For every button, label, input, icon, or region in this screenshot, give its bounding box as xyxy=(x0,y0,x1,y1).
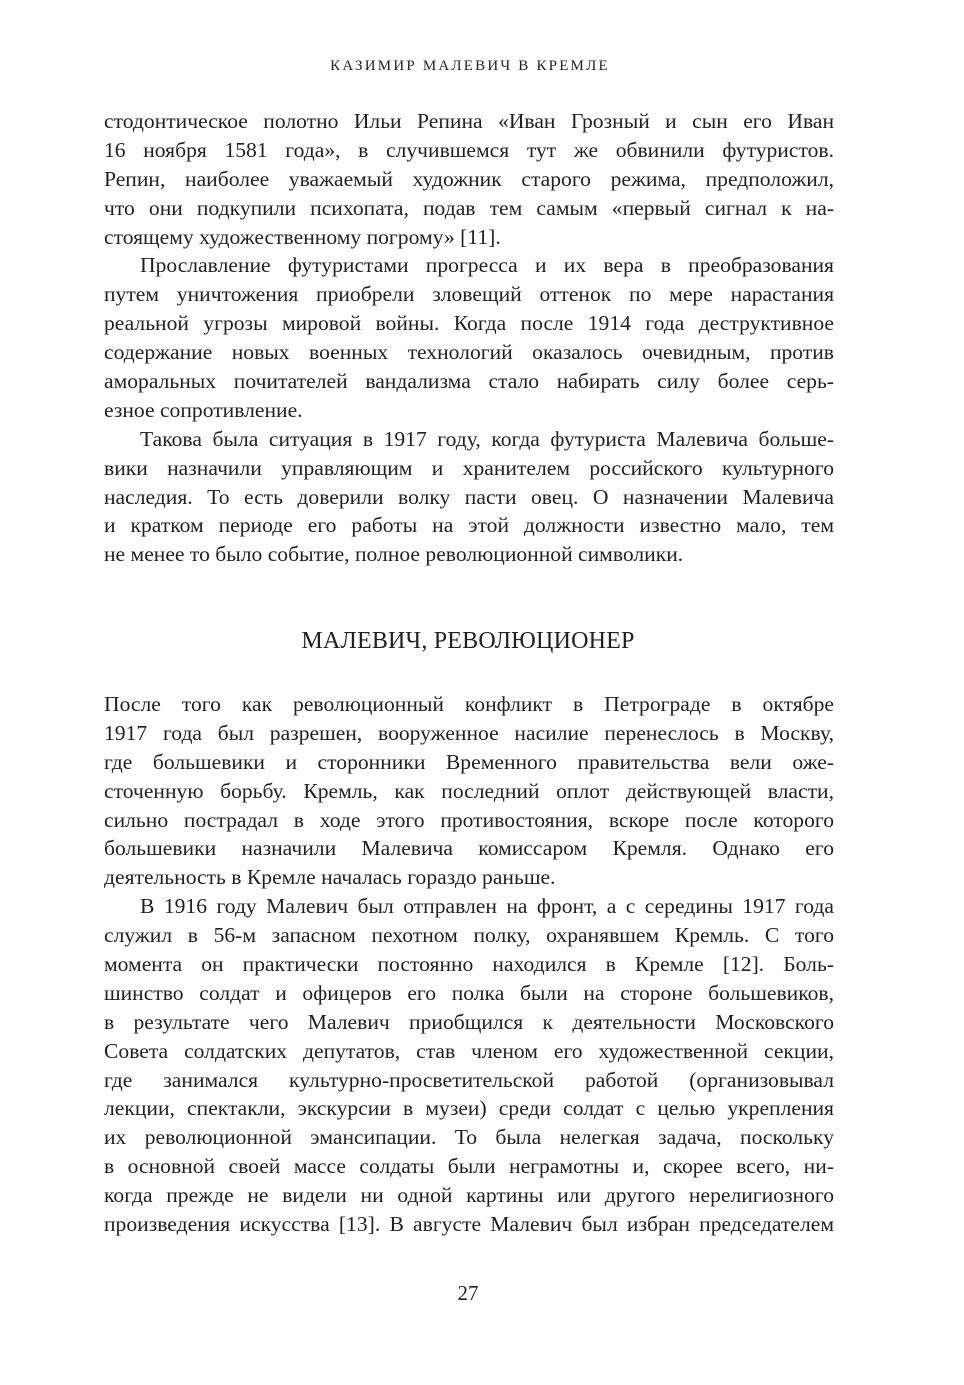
text-line: в результате чего Малевич приобщился к деятельности Московского xyxy=(104,1009,834,1034)
text-line: 16 ноября 1581 года», в случившемся тут же обвинили футуристов. xyxy=(104,137,834,162)
text-line: Репин, наиболее уважаемый художник старого режима, предположил, xyxy=(104,166,834,191)
text-line: где занимался культурно-просветительской работой (организовывал xyxy=(104,1067,834,1092)
paragraph xyxy=(104,107,834,251)
text-line: служил в 56-м запасном пехотном полку, охранявшем Кремль. С того xyxy=(104,923,834,948)
text-line: произведения искусства [13]. В августе Малевич был избран председателем xyxy=(104,1212,834,1237)
page-number: 27 xyxy=(457,1281,479,1305)
text-line: содержание новых военных технологий оказалось очевидным, против xyxy=(104,340,834,365)
text-line: сильно пострадал в ходе этого противостояния, вскоре после которого xyxy=(104,807,834,832)
text-line: шинство солдат и офицеров его полка были на стороне большевиков, xyxy=(104,980,834,1005)
text-line: стоящему художественному погрому» [11]. xyxy=(104,224,501,249)
text-line: реальной угрозы мировой войны. Когда после 1914 года деструктивное xyxy=(104,311,834,336)
text-line: аморальных почитателей вандализма стало набирать силу более серь- xyxy=(104,369,834,394)
text-line: и кратком периоде его работы на этой должности известно мало, тем xyxy=(104,513,834,538)
text-line: деятельность в Кремле началась гораздо раньше. xyxy=(104,865,556,890)
body-text-section-1 xyxy=(104,107,834,569)
paragraph xyxy=(104,690,834,892)
text-line: сточенную борьбу. Кремль, как последний оплот действующей власти, xyxy=(104,778,834,803)
text-line: что они подкупили психопата, подав тем самым «первый сигнал к на- xyxy=(104,195,834,220)
text-line: наследия. То есть доверили волку пасти овец. О назначении Малевича xyxy=(104,484,834,509)
paragraph xyxy=(104,425,834,569)
text-line: Такова была ситуация в 1917 году, когда футуриста Малевича больше- xyxy=(140,426,834,451)
text-line: Совета солдатских депутатов, став членом его художественной секции, xyxy=(104,1038,834,1063)
text-line: В 1916 году Малевич был отправлен на фронт, а с середины 1917 года xyxy=(140,894,834,919)
text-line: где большевики и сторонники Временного правительства вели оже- xyxy=(104,749,834,774)
text-line: езное сопротивление. xyxy=(104,397,303,422)
text-line: После того как революционный конфликт в Петрограде в октябре xyxy=(104,692,834,716)
text-line: большевики назначили Малевича комиссаром Кремля. Однако его xyxy=(104,836,834,861)
text-line: вики назначили управляющим и хранителем российского культурного xyxy=(104,455,834,480)
text-line: не менее то было событие, полное революционной символики. xyxy=(104,542,684,567)
text-line: лекции, спектакли, экскурсии в музеи) среди солдат с целью укрепления xyxy=(104,1096,834,1121)
body-text-section-2 xyxy=(104,690,834,1239)
section-heading: МАЛЕВИЧ, РЕВОЛЮЦИОНЕР xyxy=(301,628,635,654)
text-line: стодонтическое полотно Ильи Репина «Иван Грозный и сын его Иван xyxy=(104,109,834,133)
text-line: Прославление футуристами прогресса и их вера в преобразования xyxy=(140,253,834,278)
text-line: момента он практически постоянно находился в Кремле [12]. Боль- xyxy=(104,952,834,977)
paragraph xyxy=(104,251,834,424)
running-head: КАЗИМИР МАЛЕВИЧ В КРЕМЛЕ xyxy=(330,58,610,74)
text-line: их революционной эмансипации. То была нелегкая задача, поскольку xyxy=(104,1125,834,1150)
text-line: в основной своей массе солдаты были неграмотны и, скорее всего, ни- xyxy=(104,1154,834,1179)
text-line: 1917 года был разрешен, вооруженное насилие перенеслось в Москву, xyxy=(104,720,834,745)
paragraph xyxy=(104,892,834,1239)
text-line: путем уничтожения приобрели зловещий оттенок по мере нарастания xyxy=(104,282,834,307)
text-line: когда прежде не видели ни одной картины или другого нерелигиозного xyxy=(104,1183,834,1208)
